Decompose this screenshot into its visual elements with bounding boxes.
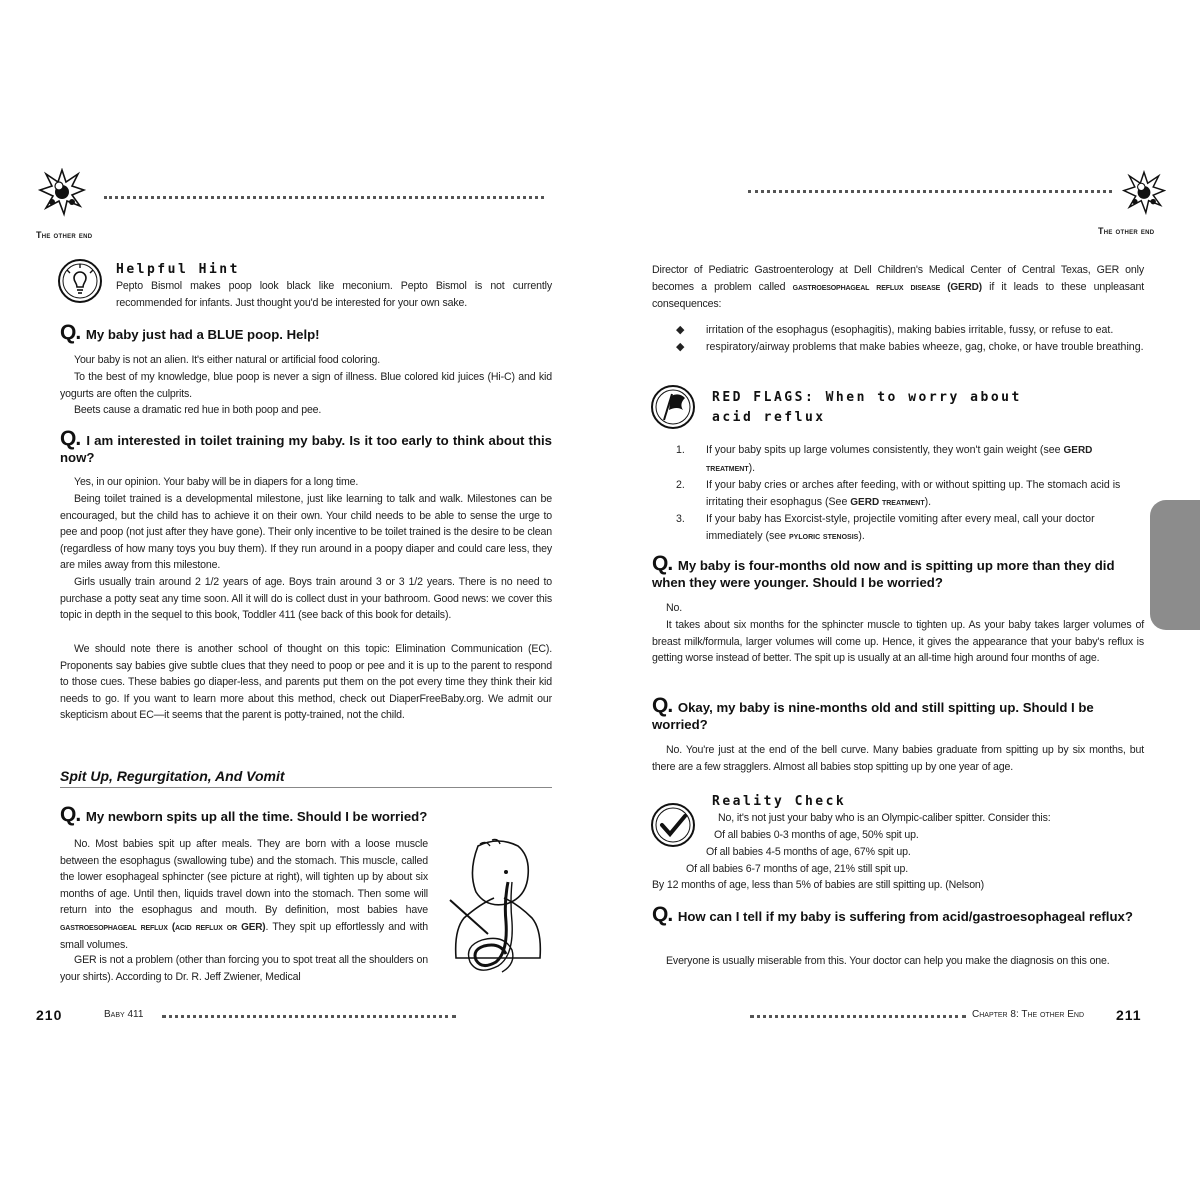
checkmark-icon <box>650 802 696 848</box>
chapter-label: The other end <box>1098 226 1155 236</box>
q2-answer-p3: Girls usually train around 2 1/2 years of age. Boys train around 3 or 3 1/2 years. There is no need to purchase a potty seat any time soon. All it will do is collect dust in your bathroom. Good news: we cover this topic in depth in the sequel to this book, Toddler 411 (see back of this book for details). <box>60 576 552 622</box>
footer-dotted-rule <box>162 1015 456 1018</box>
list-item: ◆ irritation of the esophagus (esophagitis), making babies irritable, fussy, or refuse to eat. <box>676 322 1144 339</box>
running-title: Baby 411 <box>104 1009 144 1020</box>
q-mark: Q. <box>652 694 673 717</box>
q3-answer-p1: No. Most babies spit up after meals. They are born with a loose muscle between the esophagus (swallowing tube) and the stomach. This muscle, called the lower esophageal sphincter (see picture at right), will tighten up by about six months of age. Until then, liquids travel down into the stomach. Then some will return into the esophagus and mouth. By definition, most babies have gastroesophageal reflux (acid reflux or GER). They spit up effortlessly and with small volumes. <box>60 838 428 951</box>
running-title: Chapter 8: The other End <box>972 1009 1084 1020</box>
reality-check-line: By 12 months of age, less than 5% of babies are still spitting up. (Nelson) <box>652 879 985 891</box>
question-four-months <box>652 552 1144 591</box>
q1-answer-p3: Beets cause a dramatic red hue in both poop and pee. <box>74 404 322 416</box>
header-dotted-rule <box>748 190 1112 193</box>
q4-answer-p2: It takes about six months for the sphincter muscle to tighten up. As your baby takes larger volumes of breast milk/formula, larger volumes will come up. Hence, it gives the appearance that your baby's reflux is getting worse instead of better. The spit up is usually at an all-time high around four months of age. <box>652 619 1144 665</box>
q-mark: Q. <box>60 803 81 826</box>
right-page <box>600 0 1200 1200</box>
red-flags-list <box>676 442 1144 545</box>
question-toilet-training <box>60 427 552 466</box>
reality-check-line: Of all babies 0-3 months of age, 50% spit up. <box>714 829 919 841</box>
question-text: I am interested in toilet training my baby. Is it too early to think about this now? <box>60 433 552 465</box>
red-flags-title-line1: RED FLAGS: When to worry about <box>712 390 1022 405</box>
red-flag-icon <box>650 384 696 430</box>
reality-check-title: Reality Check <box>712 794 847 809</box>
q-mark: Q. <box>652 552 673 575</box>
page-number: 211 <box>1116 1007 1142 1023</box>
reality-check-line: Of all babies 4-5 months of age, 67% spit up. <box>706 846 911 858</box>
q-mark: Q. <box>652 903 673 926</box>
question-text: My baby is four-months old now and is spitting up more than they did when they were younger. Should I be worried? <box>652 558 1115 590</box>
q3-answer-p2: GER is not a problem (other than forcing you to spot treat all the shoulders on your shirts). According to Dr. R. Jeff Zwiener, Medical <box>60 954 428 983</box>
baby-esophagus-illustration <box>448 838 548 998</box>
page-number: 210 <box>36 1007 63 1023</box>
chapter-mascot-icon <box>38 168 86 226</box>
question-nine-months <box>652 694 1144 733</box>
reality-check-line: No, it's not just your baby who is an Olympic-caliber spitter. Consider this: <box>718 812 1051 824</box>
section-rule <box>60 787 552 788</box>
question-blue-poop <box>60 321 552 344</box>
chapter-thumb-tab <box>1150 500 1200 630</box>
lightbulb-icon <box>57 258 103 304</box>
question-acid-reflux <box>652 903 1144 926</box>
section-heading: Spit Up, Regurgitation, And Vomit <box>60 768 285 784</box>
q2-answer-p1: Yes, in our opinion. Your baby will be in diapers for a long time. <box>74 476 359 488</box>
list-item: 3. If your baby has Exorcist-style, projectile vomiting after every meal, call your doctor immediately (see pyloric stenosis). <box>676 513 1095 542</box>
q1-answer-p1: Your baby is not an alien. It's either natural or artificial food coloring. <box>74 354 381 366</box>
list-item: ◆ respiratory/airway problems that make babies wheeze, gag, choke, or have trouble breathing. <box>676 339 1144 356</box>
intro-continued-text: Director of Pediatric Gastroenterology at Dell Children's Medical Center of Central Texas, GER only becomes a problem called gastroesophageal reflux disease (GERD) if it leads to these unpleasant consequences: <box>652 264 1144 311</box>
question-text: How can I tell if my baby is suffering from acid/gastroesophageal reflux? <box>677 909 1133 924</box>
helpful-hint-title: Helpful Hint <box>116 262 240 277</box>
question-text: My newborn spits up all the time. Should I be worried? <box>85 809 428 824</box>
q4-answer-p1: No. <box>666 602 683 614</box>
question-newborn-spits-up <box>60 803 552 826</box>
red-flags-title-line2: acid reflux <box>712 410 826 425</box>
gerd-consequences-list <box>676 322 1144 355</box>
q6-answer-p1: Everyone is usually miserable from this. Your doctor can help you make the diagnosis on this one. <box>666 955 1110 967</box>
question-text: My baby just had a BLUE poop. Help! <box>85 327 320 342</box>
list-item: 1. If your baby spits up large volumes consistently, they won't gain weight (see GERD treatment). <box>676 444 1093 474</box>
q2-answer-p4: We should note there is another school of thought on this topic: Elimination Communication (EC). Proponents say babies give subtle clues that they need to poop or pee and it is up to the parent to respond to those cues. These babies go diaper-less, and parents put them on the pot every time they think their kid needs to go. If you want to learn more about this method, check out DiaperFreeBaby.org. We admit our skepticism about EC—it seems that the parent is potty-trained, not the child. <box>60 643 552 722</box>
footer-dotted-rule <box>750 1015 966 1018</box>
reality-check-line: Of all babies 6-7 months of age, 21% still spit up. <box>686 863 909 875</box>
q2-answer-p2: Being toilet trained is a developmental milestone, just like learning to talk and walk. Milestones can be encouraged, but the child has to achieve it on their own. Your child needs to be able to sense the urge to pee and poop (not just after they have gone). Their only incentive to be toilet trained is the desire to be clean (regardless of how many toys you buy them). If they run around in a poopy diaper and could care less, they are miles away from this milestone. <box>60 493 552 572</box>
q-mark: Q. <box>60 321 81 344</box>
q5-answer-p1: No. You're just at the end of the bell curve. Many babies graduate from spitting up by six months, but there are a few stragglers. Almost all babies stop spitting up by one year of age. <box>652 744 1144 773</box>
helpful-hint-text: Pepto Bismol makes poop look black like meconium. Pepto Bismol is not currently recommended for infants. Just thought you'd be interested for your own sake. <box>116 280 552 309</box>
q1-answer-p2: To the best of my knowledge, blue poop is never a sign of illness. Blue colored kid juices (Hi-C) and kid yogurts are often the culprits. <box>60 371 552 400</box>
chapter-label: The other end <box>36 230 93 240</box>
q-mark: Q. <box>60 427 81 450</box>
list-item: 2. If your baby cries or arches after feeding, with or without spitting up. The stomach acid is irritating their esophagus (See GERD treatment). <box>676 479 1121 508</box>
chapter-mascot-icon <box>1122 170 1166 224</box>
question-text: Okay, my baby is nine-months old and still spitting up. Should I be worried? <box>652 700 1094 732</box>
header-dotted-rule <box>104 196 544 199</box>
